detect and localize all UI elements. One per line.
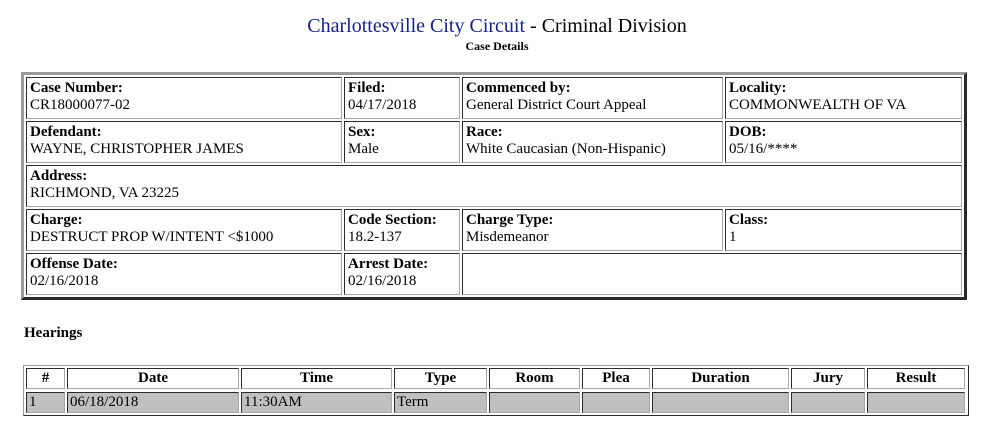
offense-date-label: Offense Date:: [30, 256, 118, 272]
col-header-jury: Jury: [791, 368, 865, 389]
locality-label: Locality:: [729, 80, 787, 96]
class-label: Class:: [729, 212, 769, 228]
charge-type-cell: [462, 209, 723, 251]
offense-date-cell: [26, 253, 342, 295]
race-label: Race:: [466, 124, 503, 140]
commenced-by-cell: [462, 77, 723, 119]
hearing-date-cell: 06/18/2018: [67, 392, 239, 413]
code-section-value: 18.2-137: [348, 229, 402, 245]
sex-value: Male: [348, 141, 379, 157]
page-subtitle: Case Details: [465, 39, 529, 53]
commenced-by-label: Commenced by:: [466, 80, 571, 96]
col-header-type: Type: [394, 368, 487, 389]
hearings-table: [23, 365, 969, 416]
code-section-cell: [344, 209, 460, 251]
filed-value: 04/17/2018: [348, 97, 417, 113]
sex-cell: [344, 121, 460, 163]
dob-value: 05/16/****: [729, 141, 798, 157]
offense-date-value: 02/16/2018: [30, 273, 99, 289]
page-header: [0, 14, 994, 54]
case-details-table: [21, 72, 967, 300]
address-cell: [26, 165, 962, 207]
arrest-date-label: Arrest Date:: [348, 256, 429, 272]
code-section-label: Code Section:: [348, 212, 437, 228]
col-header-number: #: [26, 368, 65, 389]
class-cell: [725, 209, 962, 251]
defendant-value: WAYNE, CHRISTOPHER JAMES: [30, 141, 244, 157]
hearing-plea-cell: [582, 392, 650, 413]
charge-value: DESTRUCT PROP W/INTENT <$1000: [30, 229, 274, 245]
locality-cell: [725, 77, 962, 119]
hearing-number-cell: 1: [26, 392, 65, 413]
case-number-cell: [26, 77, 342, 119]
case-number-label: Case Number:: [30, 80, 123, 96]
race-cell: [462, 121, 723, 163]
col-header-plea: Plea: [582, 368, 650, 389]
col-header-duration: Duration: [652, 368, 789, 389]
address-label: Address:: [30, 168, 88, 184]
race-value: White Caucasian (Non-Hispanic): [466, 141, 666, 157]
hearing-time-cell: 11:30AM: [241, 392, 392, 413]
defendant-cell: [26, 121, 342, 163]
filed-label: Filed:: [348, 80, 386, 96]
page-title: [0, 14, 994, 38]
filed-cell: [344, 77, 460, 119]
dob-cell: [725, 121, 962, 163]
col-header-time: Time: [241, 368, 392, 389]
col-header-room: Room: [489, 368, 580, 389]
case-number-value: CR18000077-02: [30, 97, 131, 113]
col-header-date: Date: [67, 368, 239, 389]
commenced-by-value: General District Court Appeal: [466, 97, 647, 113]
hearing-jury-cell: [791, 392, 865, 413]
court-name: Charlottesville City Circuit: [307, 15, 526, 37]
address-value: RICHMOND, VA 23225: [30, 185, 180, 201]
sex-label: Sex:: [348, 124, 376, 140]
hearing-type-cell: Term: [394, 392, 487, 413]
charge-type-label: Charge Type:: [466, 212, 554, 228]
empty-cell: [462, 253, 962, 295]
dob-label: DOB:: [729, 124, 767, 140]
charge-label: Charge:: [30, 212, 83, 228]
col-header-result: Result: [867, 368, 965, 389]
division-name: - Criminal Division: [525, 15, 687, 37]
locality-value: COMMONWEALTH OF VA: [729, 97, 907, 113]
charge-type-value: Misdemeanor: [466, 229, 549, 245]
arrest-date-value: 02/16/2018: [348, 273, 417, 289]
arrest-date-cell: [344, 253, 460, 295]
defendant-label: Defendant:: [30, 124, 102, 140]
class-value: 1: [729, 229, 737, 245]
charge-cell: [26, 209, 342, 251]
hearing-room-cell: [489, 392, 580, 413]
hearing-duration-cell: [652, 392, 789, 413]
hearings-heading: Hearings: [24, 325, 83, 341]
hearing-result-cell: [867, 392, 965, 413]
